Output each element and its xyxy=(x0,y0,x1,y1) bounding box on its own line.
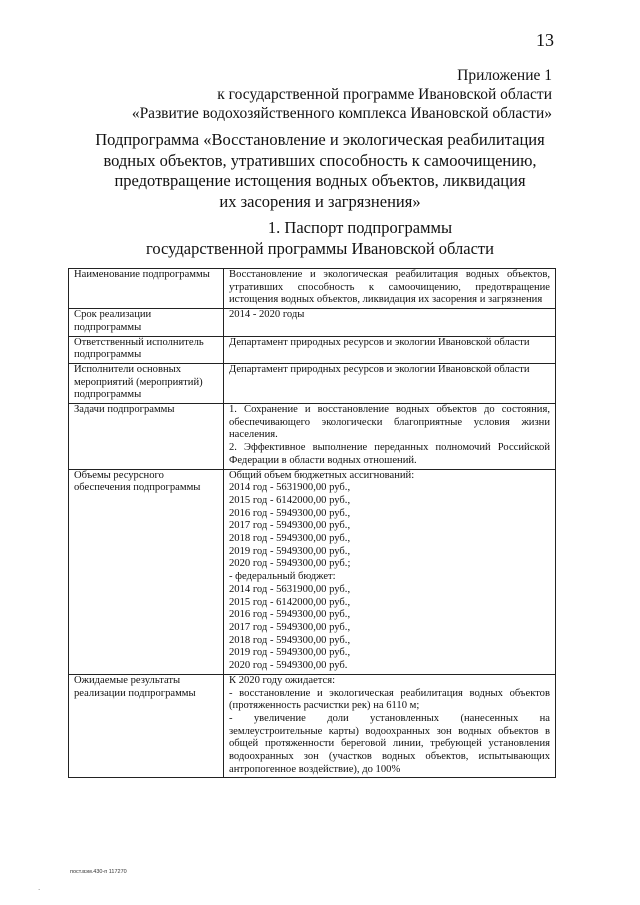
row-value-line: Общий объем бюджетных ассигнований: xyxy=(229,469,415,481)
subprogram-title-line: водных объектов, утративших способность к самоочищению, xyxy=(103,150,537,170)
row-value-line: 2018 год - 5949300,00 руб., xyxy=(229,533,351,545)
row-value xyxy=(224,336,556,363)
passport-title-line: государственной программы Ивановской области xyxy=(146,238,494,258)
row-value-line: 2019 год - 5949300,00 руб., xyxy=(229,647,351,659)
row-value xyxy=(224,309,556,336)
subprogram-title-line: их засорения и загрязнения» xyxy=(219,191,421,211)
appendix-header xyxy=(132,66,552,123)
row-value-line: 2019 год - 5949300,00 руб., xyxy=(229,545,351,557)
table-row xyxy=(69,469,556,674)
table-row xyxy=(69,404,556,470)
row-label: Исполнители основных мероприятий (мероприятий) подпрограммы xyxy=(69,363,224,403)
scan-artifact-mark: ˋ xyxy=(38,888,41,896)
row-value-line: 2016 год - 5949300,00 руб., xyxy=(229,609,351,621)
row-value-line: Департамент природных ресурсов и экологии Ивановской области xyxy=(229,336,530,348)
row-label: Срок реализации подпрограммы xyxy=(69,309,224,336)
document-footer-code: пост.вэм.430-п 117270 xyxy=(70,869,127,875)
row-value-line: - увеличение доли установленных (нанесенных на землеустроительные карты) водоохранных зон водных объектов в общей протяженности береговой линии, требующей установления водоохранных зон (участков водных объектов, испытывающих антропогенное воздействие), до 100% xyxy=(229,712,550,775)
row-value-line: Восстановление и экологическая реабилитация водных объектов, утративших способность к самоочищению, предотвращение истощения водных объектов, ликвидация их засорения и загрязнения xyxy=(229,269,550,306)
row-value-line: 2. Эффективное выполнение переданных полномочий Российской Федерации в области водных отношений. xyxy=(229,442,550,466)
row-label: Ответственный исполнитель подпрограммы xyxy=(69,336,224,363)
row-value-line: 2017 год - 5949300,00 руб., xyxy=(229,621,351,633)
row-value-line: 1. Сохранение и восстановление водных объектов до состояния, обеспечивающего экологически благоприятные условия жизни населения. xyxy=(229,404,550,441)
row-value-line: 2020 год - 5949300,00 руб. xyxy=(229,660,348,672)
passport-title xyxy=(60,218,580,259)
table-row xyxy=(69,363,556,403)
subprogram-title xyxy=(60,130,580,212)
row-label: Задачи подпрограммы xyxy=(69,404,224,470)
row-value xyxy=(224,363,556,403)
row-value-line: 2017 год - 5949300,00 руб., xyxy=(229,520,351,532)
subprogram-title-line: предотвращение истощения водных объектов, ликвидация xyxy=(114,171,526,190)
row-value-line: К 2020 году ожидается: xyxy=(229,674,336,686)
row-value-line: 2015 год - 6142000,00 руб., xyxy=(229,494,351,506)
appendix-line-1: Приложение 1 xyxy=(457,67,552,84)
row-value-line: 2018 год - 5949300,00 руб., xyxy=(229,634,351,646)
row-value-line: 2020 год - 5949300,00 руб.; xyxy=(229,558,351,570)
row-value-line: 2015 год - 6142000,00 руб., xyxy=(229,596,351,608)
row-value-line: 2014 год - 5631900,00 руб., xyxy=(229,583,351,595)
row-value-line: 2014 - 2020 годы xyxy=(229,309,305,321)
table-row xyxy=(69,674,556,778)
row-value xyxy=(224,404,556,470)
row-label: Наименование подпрограммы xyxy=(69,269,224,309)
appendix-line-3: «Развитие водохозяйственного комплекса Ивановской области» xyxy=(131,105,552,122)
row-value xyxy=(224,469,556,674)
table-row xyxy=(69,336,556,363)
passport-title-line: 1. Паспорт подпрограммы xyxy=(267,218,453,237)
page-number: 13 xyxy=(536,30,554,50)
row-label: Ожидаемые результаты реализации подпрограммы xyxy=(69,674,224,778)
row-value-line: - восстановление и экологическая реабилитация водных объектов (протяженность расчистки рек) на 6110 м; xyxy=(229,687,550,712)
row-value-line: 2016 год - 5949300,00 руб., xyxy=(229,507,351,519)
row-label: Объемы ресурсного обеспечения подпрограммы xyxy=(69,469,224,674)
subprogram-title-line: Подпрограмма «Восстановление и экологическая реабилитация xyxy=(95,130,545,149)
row-value xyxy=(224,269,556,309)
passport-table xyxy=(68,268,556,778)
row-value-line: 2014 год - 5631900,00 руб., xyxy=(229,482,351,494)
row-value-line: - федеральный бюджет: xyxy=(229,571,336,583)
row-value xyxy=(224,674,556,778)
appendix-line-2: к государственной программе Ивановской области xyxy=(217,86,552,103)
table-row xyxy=(69,309,556,336)
row-value-line: Департамент природных ресурсов и экологии Ивановской области xyxy=(229,363,530,375)
table-row xyxy=(69,269,556,309)
